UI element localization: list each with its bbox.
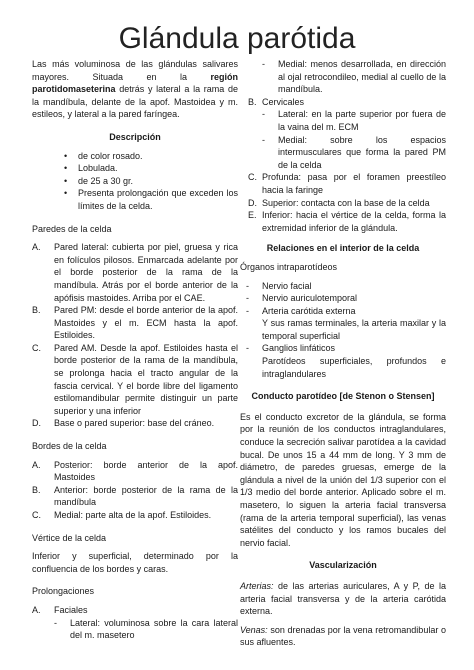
list-item: C. Medial: parte alta de la apof. Estiloides. (32, 510, 212, 520)
list-item: - Nervio auriculotemporal (246, 293, 358, 304)
list-item: A. Faciales (32, 604, 88, 615)
dash-icon: - (54, 617, 57, 628)
list-item: B. Cervicales (248, 96, 305, 107)
intro-paragraph: Las más voluminosa de las glándulas salivares mayores. Situada en la región parotidomaseterina detrás y lateral a la rama de la mandíbula, delante de la apof. Mastoidea y m. estileos, y lateral a la pared faríngea. (32, 59, 238, 120)
right-column (240, 58, 446, 649)
page-title: Glándula parótida (118, 22, 356, 55)
list-item: B. Pared PM: desde el borde anterior de la apof. Mastoides y el m. ECM hasta la apof. Estiloides. (32, 305, 238, 341)
vertice-heading: Vértice de la celda (32, 532, 107, 543)
list-subitem: - Medial: menos desarrollada, en dirección al ojal retrocondileo, medial al cuello de la mandíbula. (262, 59, 446, 95)
list-item: - Ganglios linfáticos (246, 343, 336, 354)
list-subitem: - Lateral: voluminosa sobre la cara lateral del m. masetero (54, 617, 238, 641)
list-subitem: - Lateral: en la parte superior por fuera de la vaina del m. ECM (262, 109, 446, 132)
dash-icon: - (262, 134, 265, 145)
organos-heading: Órganos intraparotídeos (240, 261, 338, 272)
list-item: E. Inferior: hacia el vértice de la celda, forma la extremidad inferior de la glándula. (248, 210, 446, 233)
bullet-icon: • (64, 163, 68, 174)
prolongaciones-heading: Prolongaciones (32, 586, 95, 597)
region-name: región parotidomaseterina (32, 71, 238, 95)
dash-icon: - (246, 305, 249, 316)
vascularizacion-heading: Vascularización (309, 560, 377, 571)
conducto-text: Es el conducto excretor de la glándula, se forma por la reunión de los conductos intraglandulares, conduce la secreción salivar parotídea a la cavidad bucal. De unos 15 a 44 mm de long. Y 3 mm de diámetro, de paredes gruesas, emerge de la glándula a nivel de la unión del 1/3 superior con el 1/3 medio del borde anterior. Aplicado sobre el m. masetero, lo siguen la arteria facial transversa (rama de la arteria temporal superficial), las venas satélites del conducto y los ramos bucales del nervio facial. (240, 411, 446, 548)
list-item: • de 25 a 30 gr. (64, 175, 134, 186)
bullet-icon: • (64, 150, 68, 161)
list-item: • de color rosado. (64, 150, 143, 161)
venas-text: Venas: son drenadas por la vena retromandibular o sus afluentes. (240, 624, 446, 648)
list-continuation: Parotídeos superficiales, profundos e intraglandulares (262, 356, 446, 379)
list-item: • Presenta prolongación que exceden los límites de la celda. (64, 188, 238, 211)
list-item: A. Pared lateral: cubierta por piel, gruesa y rica en folículos pilosos. Enmarcada adelante por el borde posterior de la rama de la mandíbula. Atrás por el borde anterior de la apófisis mastoides. Arriba por el CAE. (32, 242, 238, 303)
descripcion-heading: Descripción (109, 131, 161, 142)
left-column (32, 58, 238, 642)
list-item: • Lobulada. (64, 163, 118, 174)
list-item: - Arteria carótida externa (246, 305, 356, 316)
list-item: D. Base o pared superior: base del cráneo. (32, 418, 215, 429)
list-continuation: Y sus ramas terminales, la arteria maxilar y la temporal superficial (262, 318, 446, 341)
bullet-icon: • (64, 175, 68, 186)
dash-icon: - (262, 109, 265, 120)
bullet-icon: • (64, 188, 68, 199)
list-item: C. Pared AM. Desde la apof. Estiloides hasta el borde posterior de la rama de la mandíbula, se prolonga hacia el tracto angular de la fascia cervical. Y el borde libre del ligamento estilomandibular permite distinguir un parte superior y una inferior (32, 342, 238, 416)
list-item: B. Anterior: borde posterior de la rama de la mandíbula (32, 484, 238, 508)
dash-icon: - (246, 343, 249, 354)
conducto-heading: Conducto parotídeo [de Stenon o Stensen] (251, 391, 435, 402)
bordes-heading: Bordes de la celda (32, 441, 107, 452)
list-item: C. Profunda: pasa por el foramen preestíleo hacia la faringe (248, 172, 446, 195)
arterias-text: Arterias: de las arterias auriculares, A y P, de la arteria facial transversa y de la arteria carótida externa. (240, 580, 446, 617)
paredes-heading: Paredes de la celda (32, 223, 112, 234)
dash-icon: - (246, 293, 249, 304)
list-item: - Nervio facial (246, 280, 312, 291)
relaciones-heading: Relaciones en el interior de la celda (266, 243, 420, 254)
list-item: A. Posterior: borde anterior de la apof. Mastoides (32, 459, 238, 483)
list-subitem: - Medial: sobre los espacios intermusculares que forma la pared PM de la celda (262, 134, 446, 170)
dash-icon: - (246, 280, 249, 291)
vertice-text: Inferior y superficial, determinado por la confluencia de los bordes y caras. (32, 551, 238, 574)
dash-icon: - (262, 59, 265, 69)
list-item: D. Superior: contacta con la base de la celda (248, 197, 430, 208)
